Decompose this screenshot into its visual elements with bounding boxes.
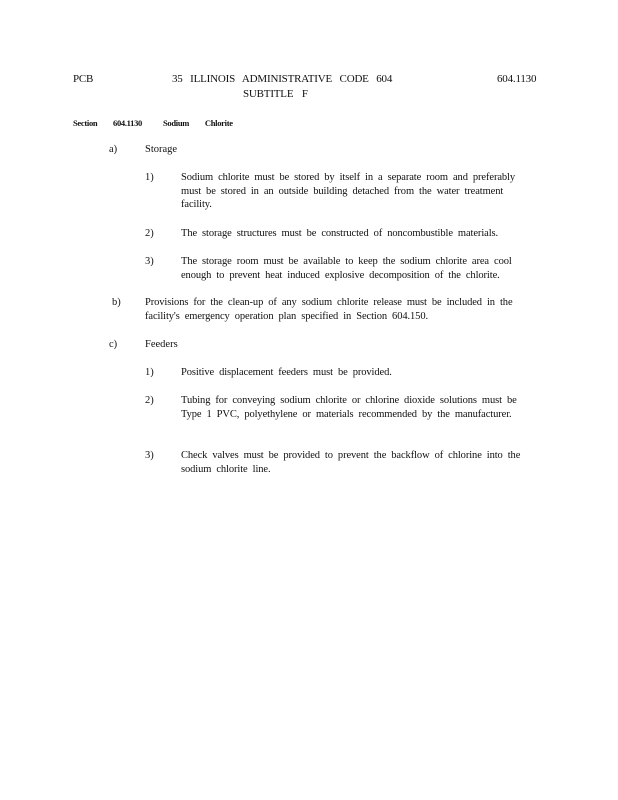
item-a1-label: 1) <box>145 172 154 183</box>
subsection-c-label: c) <box>109 339 118 350</box>
subsection-b-text: Provisions for the clean-up of any sodium chlorite release must be included in the facility's emergency operation plan specified in Section 604.150. <box>145 297 513 322</box>
item-c1-text: Positive displacement feeders must be provided. <box>181 367 392 378</box>
header-section-number: 604.1130 <box>497 73 537 85</box>
item-c2-label: 2) <box>145 395 154 406</box>
subsection-c-heading: Feeders <box>145 339 178 350</box>
item-a3-text: The storage room must be available to keep the sodium chlorite area cool enough to prevent heat induced explosive decomposition of the chlorite. <box>181 256 512 281</box>
section-title: Sodium Chlorite <box>163 118 233 128</box>
item-c3-text: Check valves must be provided to prevent the backflow of chlorine into the sodium chlorite line. <box>181 450 521 475</box>
item-a3-label: 3) <box>145 256 154 267</box>
section-number: 604.1130 <box>113 118 143 128</box>
item-c3-label: 3) <box>145 450 154 461</box>
item-c1-label: 1) <box>145 367 154 378</box>
header-code-title: 35 ILLINOIS ADMINISTRATIVE CODE 604 <box>172 73 393 85</box>
subsection-a-label: a) <box>109 144 118 155</box>
subsection-a-heading: Storage <box>145 144 178 155</box>
item-a2-label: 2) <box>145 228 154 239</box>
item-a2-text: The storage structures must be constructed of noncombustible materials. <box>181 228 499 239</box>
section-prefix: Section <box>73 118 98 128</box>
item-a1-text: Sodium chlorite must be stored by itself in a separate room and preferably must be stored in an outside building detached from the water treatment facility. <box>181 172 516 210</box>
header-agency: PCB <box>73 73 94 85</box>
subsection-b-label: b) <box>112 297 121 308</box>
item-c2-text: Tubing for conveying sodium chlorite or chlorine dioxide solutions must be Type 1 PVC, polyethylene or materials recommended by the manufacturer. <box>181 395 517 420</box>
header-subtitle: SUBTITLE F <box>243 88 308 100</box>
